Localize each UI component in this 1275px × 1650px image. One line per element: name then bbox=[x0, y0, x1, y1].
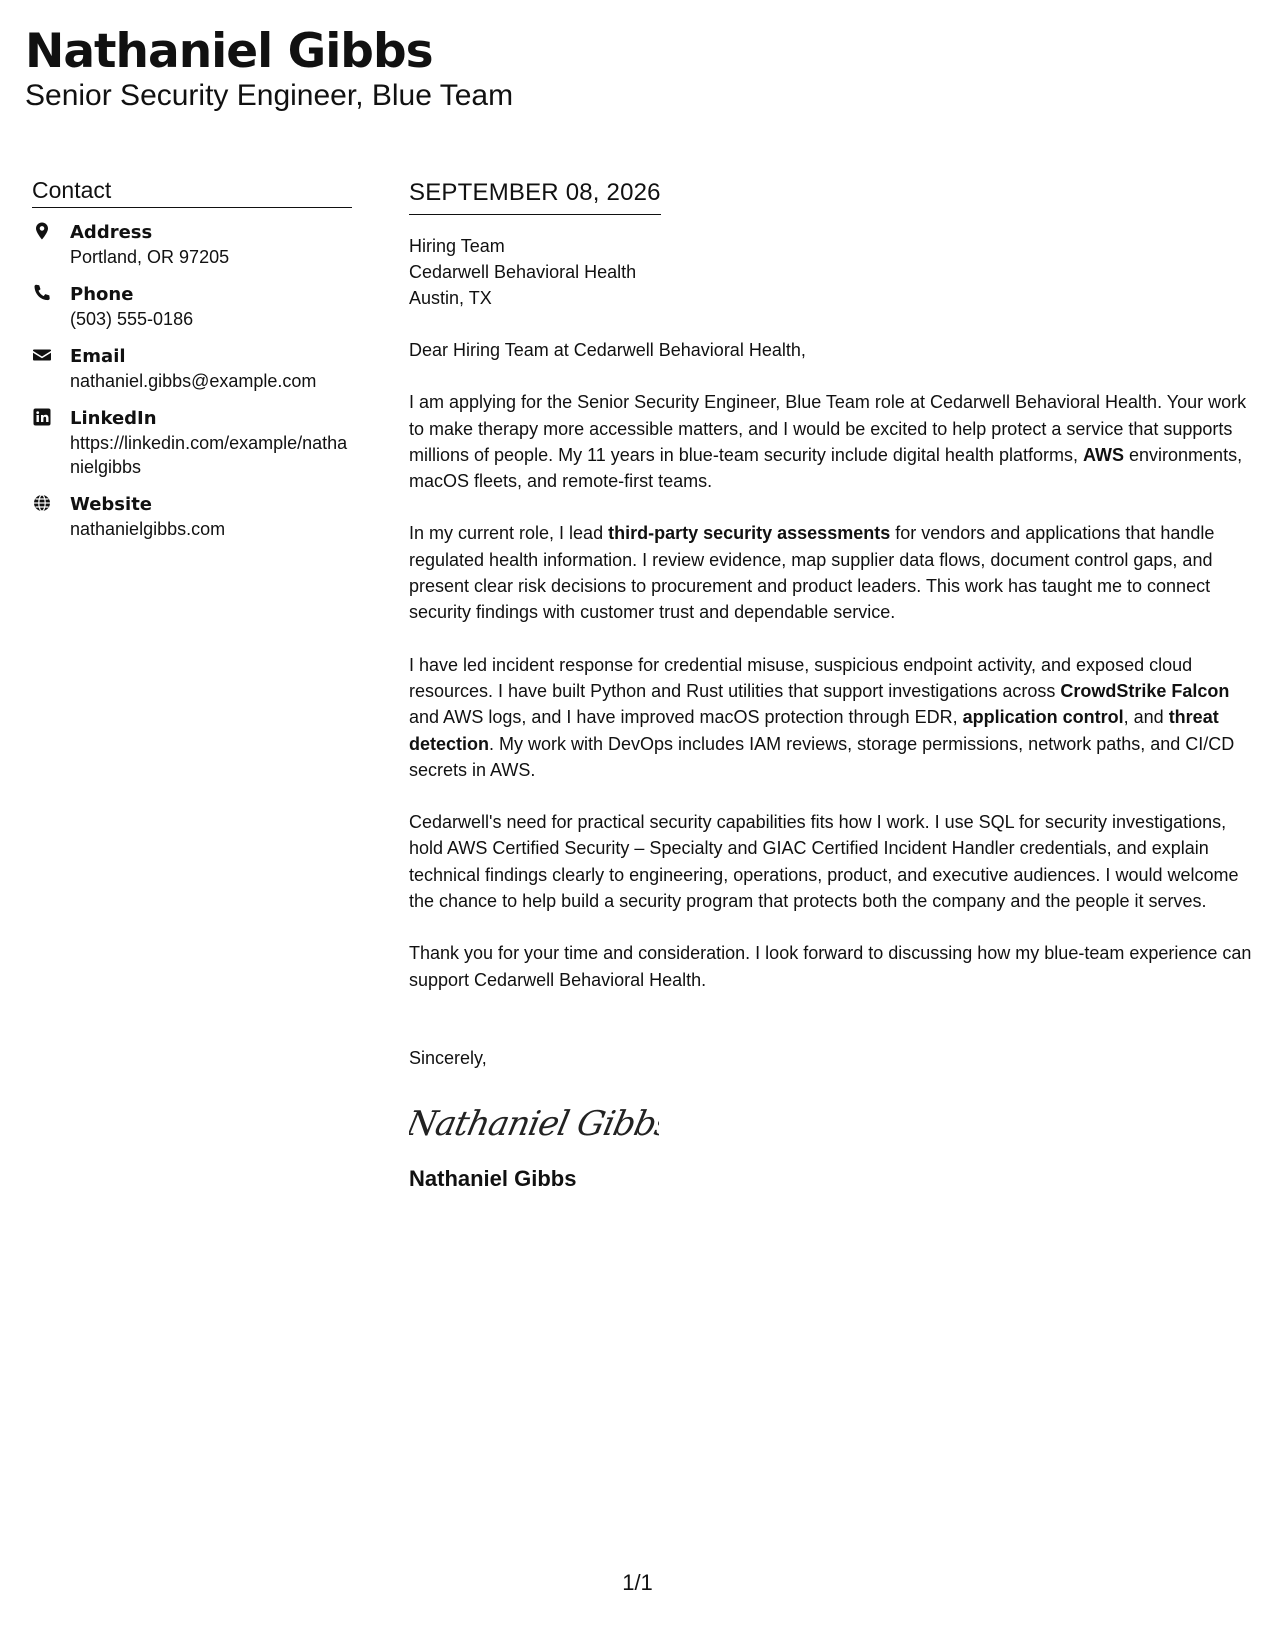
applicant-name: Nathaniel Gibbs bbox=[25, 24, 433, 79]
recipient-line: Austin, TX bbox=[409, 288, 492, 308]
emphasized-text: third-party security assessments bbox=[608, 523, 891, 544]
website-value: nathanielgibbs.com bbox=[70, 519, 226, 539]
contact-email bbox=[32, 344, 352, 393]
contact-heading: Contact bbox=[32, 176, 352, 208]
letter-date: SEPTEMBER 08, 2026 bbox=[409, 178, 661, 215]
phone-value: (503) 555-0186 bbox=[70, 309, 194, 329]
email-label: Email bbox=[70, 346, 126, 367]
paragraph-text: for vendors and applications that handle regulated health information. I review evidence, map supplier data flows, document control gaps, and present clear risk decisions to procurement and product leaders. This work has taught me to connect security findings with customer trust and dependable service. bbox=[409, 523, 1215, 623]
location-pin-icon bbox=[32, 221, 54, 243]
signer-name: Nathaniel Gibbs bbox=[409, 1165, 577, 1191]
paragraph-text: Thank you for your time and consideration. I look forward to discussing how my blue-team experience can support Cedarwell Behavioral Health. bbox=[409, 943, 1252, 990]
globe-icon bbox=[32, 493, 54, 515]
emphasized-text: AWS bbox=[1083, 444, 1125, 465]
contact-sidebar bbox=[32, 176, 352, 554]
body-paragraph bbox=[409, 389, 1254, 494]
phone-icon bbox=[32, 283, 54, 305]
svg-text:Nathaniel Gibbs: Nathaniel Gibbs bbox=[409, 1104, 659, 1144]
phone-label: Phone bbox=[70, 284, 134, 305]
salutation: Dear Hiring Team at Cedarwell Behavioral Health, bbox=[409, 340, 806, 360]
linkedin-value: https://linkedin.com/example/nathanielgibbs bbox=[70, 433, 348, 477]
emphasized-text: application control bbox=[962, 707, 1124, 728]
emphasized-text: CrowdStrike Falcon bbox=[1060, 680, 1230, 701]
recipient-block bbox=[409, 233, 1254, 311]
paragraph-text: environments, macOS fleets, and remote-first teams. bbox=[409, 444, 1243, 492]
address-value: Portland, OR 97205 bbox=[70, 247, 230, 267]
paragraph-text: Cedarwell's need for practical security capabilities fits how I work. I use SQL for security investigations, hold AWS Certified Security – Specialty and GIAC Certified Incident Handler credentials, and explain technical findings clearly to engineering, operations, product, and executive audiences. I would welcome the chance to help build a security program that protects both the company and the people it serves. bbox=[409, 812, 1239, 912]
letter-header bbox=[25, 24, 513, 114]
paragraph-text: I am applying for the Senior Security Engineer, Blue Team role at Cedarwell Behavioral Health. Your work to make therapy more accessible matters, and I would be excited to help protect a service that supports millions of people. My 11 years in blue-team security include digital health platforms, bbox=[409, 392, 1247, 465]
email-value: nathaniel.gibbs@example.com bbox=[70, 371, 317, 391]
paragraph-text: In my current role, I lead bbox=[409, 523, 609, 544]
recipient-line: Hiring Team bbox=[409, 236, 505, 256]
paragraph-text: . My work with DevOps includes IAM reviews, storage permissions, network paths, and CI/CD secrets in AWS. bbox=[409, 733, 1235, 780]
page-number: 1/1 bbox=[622, 1570, 653, 1595]
website-label: Website bbox=[70, 494, 153, 515]
address-label: Address bbox=[70, 222, 153, 243]
body-paragraph bbox=[409, 652, 1254, 783]
letter-paragraphs bbox=[409, 389, 1254, 993]
paragraph-text: , and bbox=[1123, 707, 1169, 728]
paragraph-text: I have led incident response for credential misuse, suspicious endpoint activity, and exposed cloud resources. I have built Python and Rust utilities that support investigations across bbox=[409, 654, 1193, 701]
recipient-line: Cedarwell Behavioral Health bbox=[409, 262, 637, 282]
paragraph-text: and AWS logs, and I have improved macOS protection through EDR, bbox=[409, 707, 963, 728]
handwritten-signature bbox=[409, 1097, 1254, 1147]
contact-linkedin bbox=[32, 406, 352, 479]
applicant-title: Senior Security Engineer, Blue Team bbox=[25, 79, 514, 112]
body-paragraph bbox=[409, 940, 1254, 993]
closing: Sincerely, bbox=[409, 1047, 487, 1068]
contact-website bbox=[32, 492, 352, 541]
contact-address bbox=[32, 220, 352, 269]
emphasized-text: threat detection bbox=[409, 707, 1219, 754]
contact-phone bbox=[32, 282, 352, 331]
envelope-icon bbox=[32, 345, 54, 367]
letter-body bbox=[409, 178, 1254, 1193]
linkedin-label: LinkedIn bbox=[70, 408, 157, 429]
body-paragraph bbox=[409, 809, 1254, 914]
body-paragraph bbox=[409, 520, 1254, 625]
linkedin-icon bbox=[32, 407, 54, 429]
